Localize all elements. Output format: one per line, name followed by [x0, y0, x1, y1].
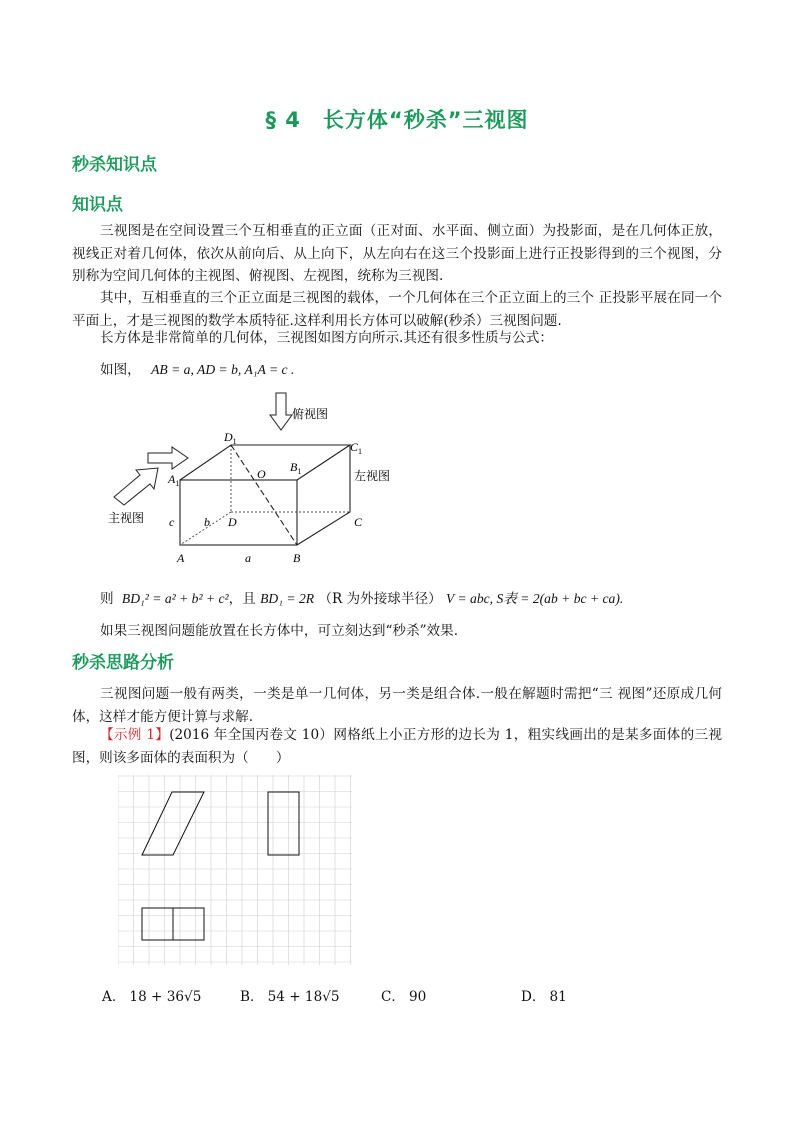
option-d-value: 81 — [549, 989, 567, 1005]
vertex-d1: $D_1$ — [224, 430, 237, 446]
cuboid-figure — [100, 385, 420, 575]
top-view-arrow — [270, 393, 292, 430]
diagonal-bd1 — [231, 445, 297, 545]
label-top-view: 俯视图 — [292, 407, 329, 421]
option-b-label: B． — [240, 989, 264, 1005]
section-heading-analysis: 秒杀思路分析 — [72, 653, 174, 673]
label-left-view: 左视图 — [354, 469, 391, 483]
side-view-rectangle — [268, 792, 299, 855]
edge-label-c: c — [169, 515, 175, 529]
page-title: § 4 长方体“秒杀”三视图 — [265, 108, 529, 132]
example-1 — [72, 724, 722, 769]
option-a-label: A． — [102, 989, 126, 1005]
vertex-o: O — [257, 467, 266, 481]
front-face — [180, 480, 297, 545]
paragraph-definition: 三视图是在空间设置三个互相垂直的正立面（正对面、水平面、侧立面）为投影面，是在几何体正放，视线正对着几何体，依次从前向后、从上向下，从左向右在这三个投影面上进行正投影得到的三个视图，分别称为空间几何体的主视图、俯视图、左视图，统称为三视图. — [72, 223, 722, 284]
option-c[interactable] — [381, 985, 426, 1005]
given-line — [100, 358, 294, 378]
edge-label-b: b — [204, 515, 210, 529]
section-heading-points: 知识点 — [72, 195, 123, 215]
paragraph-cuboid-intro: 长方体是非常简单的几何体，三视图如图方向所示.其还有很多性质与公式： — [100, 330, 553, 346]
vertex-d: D — [228, 515, 237, 529]
section-heading-knowledge: 秒杀知识点 — [72, 155, 157, 175]
formula-line — [100, 587, 623, 607]
side-arrow — [148, 447, 188, 469]
three-view-grid-figure — [118, 775, 356, 970]
given-formula: AB = a, AD = b, A₁A = c . — [151, 362, 295, 377]
formula-volume-area: V = abc, S表 = 2(ab + bc + ca). — [446, 591, 624, 606]
vertex-a: A — [177, 551, 185, 565]
formula-diagonal: BD₁² = a² + b² + c² — [121, 591, 229, 606]
formula-radius: BD₁ = 2R — [260, 591, 315, 606]
vertex-b1: $B_1$ — [290, 460, 302, 476]
option-c-value: 90 — [409, 989, 427, 1005]
option-b[interactable] — [240, 985, 340, 1005]
edge-label-a: a — [245, 551, 251, 565]
paragraph-essence: 其中，互相垂直的三个正立面是三视图的载体，一个几何体在三个正立面上的三个 正投影平展在同一个平面上，才是三视图的数学本质特征.这样利用长方体可以破解(秒杀）三视图问题. — [72, 290, 722, 329]
paragraph-analysis: 三视图问题一般有两类，一类是单一几何体，另一类是组合体.一般在解题时需把“三 视图”还原成几何体，这样才能方便计算与求解. — [72, 686, 722, 725]
conclusion: 如果三视图问题能放置在长方体中，可立刻达到“秒杀”效果. — [100, 623, 459, 639]
option-b-value: 54 + 18√5 — [267, 989, 340, 1005]
hidden-edges — [180, 445, 350, 545]
option-d-label: D． — [521, 989, 546, 1005]
example-text: (2016 年全国丙卷文 10）网格纸上小正方形的边长为 1，粗实线画出的是某多面体的三视图，则该多面体的表面积为（ ） — [72, 727, 722, 766]
front-view-parallelogram — [142, 792, 204, 855]
front-view-arrow — [114, 468, 158, 505]
option-c-label: C． — [381, 989, 405, 1005]
option-d[interactable] — [521, 985, 567, 1005]
label-front-view: 主视图 — [108, 511, 145, 525]
vertex-a1: $A_1$ — [168, 472, 180, 488]
formula-radius-note: （R 为外接球半径） — [318, 591, 442, 607]
vertex-c: C — [354, 515, 363, 529]
option-a-value: 18 + 36√5 — [129, 989, 202, 1005]
example-tag: 【示例 1】 — [100, 727, 170, 743]
option-a[interactable] — [102, 985, 201, 1005]
formula-prefix: 则 — [100, 591, 114, 607]
vertex-c1: $C_1$ — [350, 440, 363, 456]
grid-lines — [118, 775, 352, 965]
right-face-edges — [297, 445, 350, 545]
vertex-b: B — [293, 551, 301, 565]
formula-and: ，且 — [228, 591, 256, 607]
given-prefix: 如图， — [100, 362, 141, 378]
